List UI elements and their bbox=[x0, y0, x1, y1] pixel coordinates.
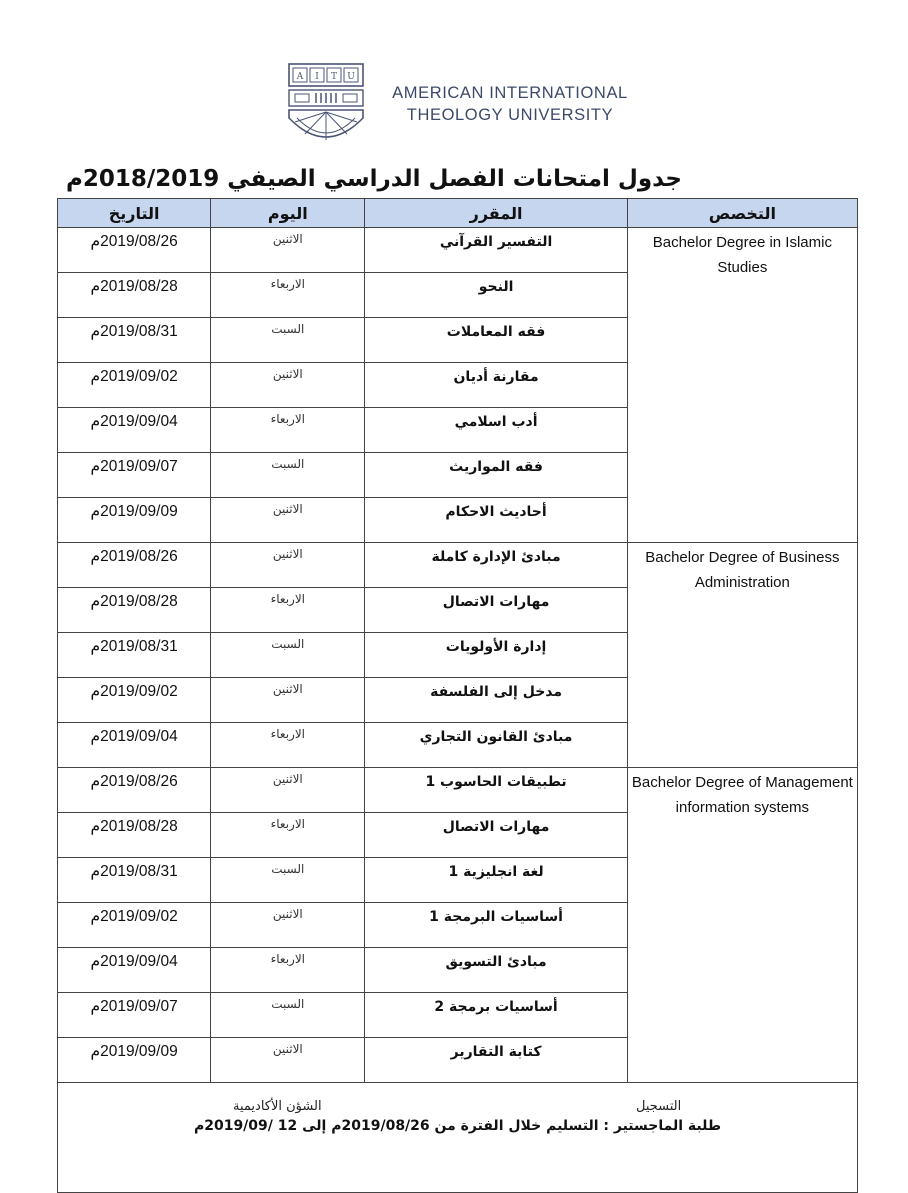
date-cell: 2019/08/28م bbox=[58, 588, 211, 633]
note-row bbox=[58, 1083, 858, 1193]
day-cell: الاثنين bbox=[211, 903, 365, 948]
exam-schedule-table bbox=[57, 198, 858, 1193]
table-row bbox=[58, 768, 858, 813]
date-cell: 2019/09/04م bbox=[58, 723, 211, 768]
date-cell: 2019/09/07م bbox=[58, 993, 211, 1038]
day-cell: الاثنين bbox=[211, 768, 365, 813]
course-cell: مهارات الاتصال bbox=[365, 588, 627, 633]
course-cell: تطبيقات الحاسوب 1 bbox=[365, 768, 627, 813]
course-cell: مبادئ الإدارة كاملة bbox=[365, 543, 627, 588]
university-header bbox=[283, 60, 643, 152]
specialization-cell: Bachelor Degree in Islamic Studies bbox=[627, 228, 857, 543]
date-cell: 2019/08/31م bbox=[58, 858, 211, 903]
date-cell: 2019/08/31م bbox=[58, 318, 211, 363]
svg-text:T: T bbox=[330, 72, 338, 82]
day-cell: الاربعاء bbox=[211, 588, 365, 633]
day-cell: الاثنين bbox=[211, 1038, 365, 1083]
header-course: المقرر bbox=[365, 199, 627, 228]
date-cell: 2019/09/02م bbox=[58, 363, 211, 408]
date-cell: 2019/09/07م bbox=[58, 453, 211, 498]
header-specialization: التخصص bbox=[627, 199, 857, 228]
day-cell: الاثنين bbox=[211, 228, 365, 273]
day-cell: الاربعاء bbox=[211, 408, 365, 453]
masters-note: طلبة الماجستير : التسليم خلال الفترة من 2019/08/26م إلى 12 /2019/09م bbox=[58, 1083, 858, 1193]
course-cell: إدارة الأولويات bbox=[365, 633, 627, 678]
day-cell: الاثنين bbox=[211, 498, 365, 543]
date-cell: 2019/09/09م bbox=[58, 1038, 211, 1083]
course-cell: مدخل إلى الفلسفة bbox=[365, 678, 627, 723]
date-cell: 2019/08/26م bbox=[58, 543, 211, 588]
university-logo bbox=[283, 60, 369, 150]
day-cell: السبت bbox=[211, 318, 365, 363]
course-cell: مبادئ القانون التجاري bbox=[365, 723, 627, 768]
course-cell: مقارنة أديان bbox=[365, 363, 627, 408]
course-cell: النحو bbox=[365, 273, 627, 318]
date-cell: 2019/09/09م bbox=[58, 498, 211, 543]
day-cell: السبت bbox=[211, 453, 365, 498]
day-cell: الاربعاء bbox=[211, 723, 365, 768]
university-name-line1: AMERICAN INTERNATIONAL bbox=[392, 84, 628, 102]
day-cell: الاربعاء bbox=[211, 948, 365, 993]
course-cell: مهارات الاتصال bbox=[365, 813, 627, 858]
course-cell: فقه المعاملات bbox=[365, 318, 627, 363]
header-day: اليوم bbox=[211, 199, 365, 228]
university-name bbox=[385, 82, 635, 126]
page-title-text: جدول امتحانات الفصل الدراسي الصيفي 2018/2019م bbox=[65, 166, 683, 192]
date-cell: 2019/09/04م bbox=[58, 948, 211, 993]
day-cell: السبت bbox=[211, 633, 365, 678]
course-cell: مبادئ التسويق bbox=[365, 948, 627, 993]
day-cell: الاربعاء bbox=[211, 273, 365, 318]
day-cell: الاثنين bbox=[211, 543, 365, 588]
signature-academic-affairs: الشؤن الأكاديمية bbox=[233, 1099, 322, 1114]
header-date: التاريخ bbox=[58, 199, 211, 228]
specialization-cell: Bachelor Degree of Business Administration bbox=[627, 543, 857, 768]
specialization-cell: Bachelor Degree of Management information systems bbox=[627, 768, 857, 1083]
table-body bbox=[58, 228, 858, 1083]
table-row bbox=[58, 228, 858, 273]
svg-text:A: A bbox=[296, 72, 304, 82]
university-name-line2: THEOLOGY UNIVERSITY bbox=[406, 106, 614, 124]
date-cell: 2019/08/28م bbox=[58, 273, 211, 318]
course-cell: كتابة التقارير bbox=[365, 1038, 627, 1083]
course-cell: أساسيات برمجة 2 bbox=[365, 993, 627, 1038]
date-cell: 2019/09/02م bbox=[58, 678, 211, 723]
course-cell: أدب اسلامي bbox=[365, 408, 627, 453]
table-header-row bbox=[58, 199, 858, 228]
course-cell: لغة انجليزية 1 bbox=[365, 858, 627, 903]
date-cell: 2019/08/31م bbox=[58, 633, 211, 678]
course-cell: أحاديث الاحكام bbox=[365, 498, 627, 543]
page-title bbox=[0, 166, 908, 192]
date-cell: 2019/09/02م bbox=[58, 903, 211, 948]
date-cell: 2019/08/26م bbox=[58, 768, 211, 813]
date-cell: 2019/09/04م bbox=[58, 408, 211, 453]
day-cell: الاربعاء bbox=[211, 813, 365, 858]
day-cell: السبت bbox=[211, 993, 365, 1038]
svg-text:I: I bbox=[315, 72, 319, 82]
date-cell: 2019/08/28م bbox=[58, 813, 211, 858]
table-row bbox=[58, 543, 858, 588]
day-cell: الاثنين bbox=[211, 678, 365, 723]
course-cell: فقه المواريث bbox=[365, 453, 627, 498]
svg-text:U: U bbox=[347, 72, 355, 82]
course-cell: أساسيات البرمجة 1 bbox=[365, 903, 627, 948]
date-cell: 2019/08/26م bbox=[58, 228, 211, 273]
day-cell: السبت bbox=[211, 858, 365, 903]
day-cell: الاثنين bbox=[211, 363, 365, 408]
signature-registration: التسجيل bbox=[636, 1099, 682, 1114]
course-cell: التفسير القرآني bbox=[365, 228, 627, 273]
